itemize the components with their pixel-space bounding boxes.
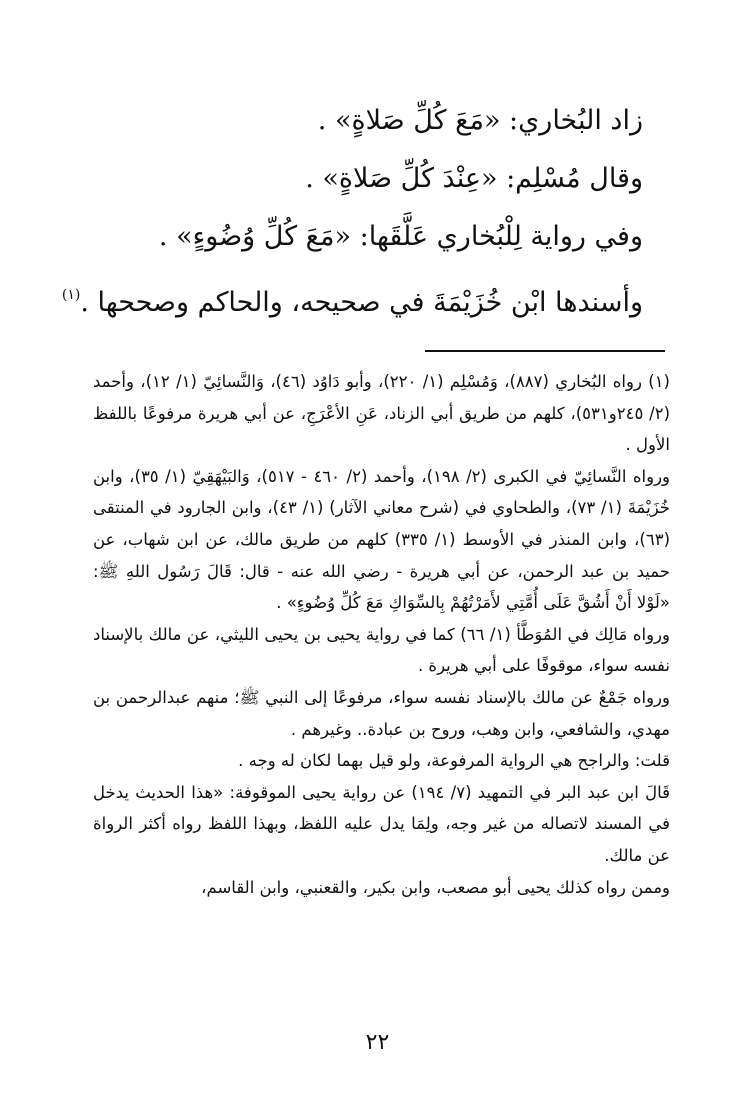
- footnote-paragraph: ورواه مَالِك في المُوَطَّأ (١/ ٦٦) كما في رواية يحيى بن يحيى الليثي، عن مالك بالإسناد نفسه سواء، موقوفًا على أبي هريرة .: [93, 624, 670, 676]
- main-text: [61, 92, 643, 332]
- footnote-marker: (١): [61, 287, 81, 303]
- main-line: زاد البُخاري: «مَعَ كُلِّ صَلاةٍ» .: [317, 105, 643, 136]
- footnote-paragraph: وممن رواه كذلك يحيى أبو مصعب، وابن بكير، والقعنبي، وابن القاسم،: [201, 877, 670, 897]
- footnote-paragraph: ورواه جَمْعٌ عن مالك بالإسناد نفسه سواء، مرفوعًا إلى النبي ﷺ؛ منهم عبدالرحمن بن مهدي، والشافعي، وابن وهب، وروح بن عبادة.. وغيرهم .: [93, 687, 670, 739]
- footnote-paragraph: قلت: والراجح هي الرواية المرفوعة، ولو قيل بهما لكان له وجه .: [238, 751, 670, 771]
- footnote-paragraph: (١) رواه البُخاري (٨٨٧)، وَمُسْلِم (١/ ٢٢٠)، وأبو دَاوُد (٤٦)، وَالنَّسائِيّ (١/ ١٢)، وأحمد (٢/ ٢٤٥و٥٣١)، كلهم من طريق أبي الزناد، عَنِ الأعْرَجِ، عن أبي هريرة مرفوعًا باللفظ الأول .: [93, 372, 670, 455]
- main-line-last: [61, 266, 643, 332]
- footnote-paragraph: ورواه النَّسائِيّ في الكبرى (٢/ ١٩٨)، وأحمد (٢/ ٤٦٠ - ٥١٧)، وَالبَيْهَقِيّ (١/ ٣٥)، وابن خُزَيْمَةَ (١/ ٧٣)، والطحاوي في (شرح معاني الآثار) (١/ ٤٣)، وابن الجارود في المنتقى (٦٣)، وابن المنذر في الأوسط (١/ ٣٣٥) كلهم من طريق مالك، عن ابن شهاب، عن حميد بن عبد الرحمن، عن أبي هريرة - رضي الله عنه - قال: قَالَ رَسُول اللهِ ﷺ: «لَوْلا أَنْ أَشُقَّ عَلَى أُمَّتِي لأَمَرْتُهُمْ بِالسِّوَاكِ مَعَ كُلِّ وُضُوءٍ» .: [93, 466, 670, 613]
- main-line-text: وأسندها ابْن خُزَيْمَةَ في صحيحه، والحاكم وصححها .: [80, 287, 643, 318]
- footnotes: [93, 366, 670, 903]
- main-line: وفي رواية لِلْبُخاري عَلَّقَها: «مَعَ كُلِّ وُضُوءٍ» .: [158, 221, 643, 252]
- footnote-paragraph: قَالَ ابن عبد البر في التمهيد (٧/ ١٩٤) عن رواية يحيى الموقوفة: «هذا الحديث يدخل في المسند لاتصاله من غير وجه، ولِمَا يدل عليه اللفظ، وبهذا اللفظ رواه أكثر الرواة عن مالك.: [93, 782, 671, 865]
- footnote-divider: [425, 350, 665, 352]
- main-line: وقال مُسْلِم: «عِنْدَ كُلِّ صَلاةٍ» .: [305, 163, 643, 194]
- page-number: ٢٢: [365, 1030, 390, 1055]
